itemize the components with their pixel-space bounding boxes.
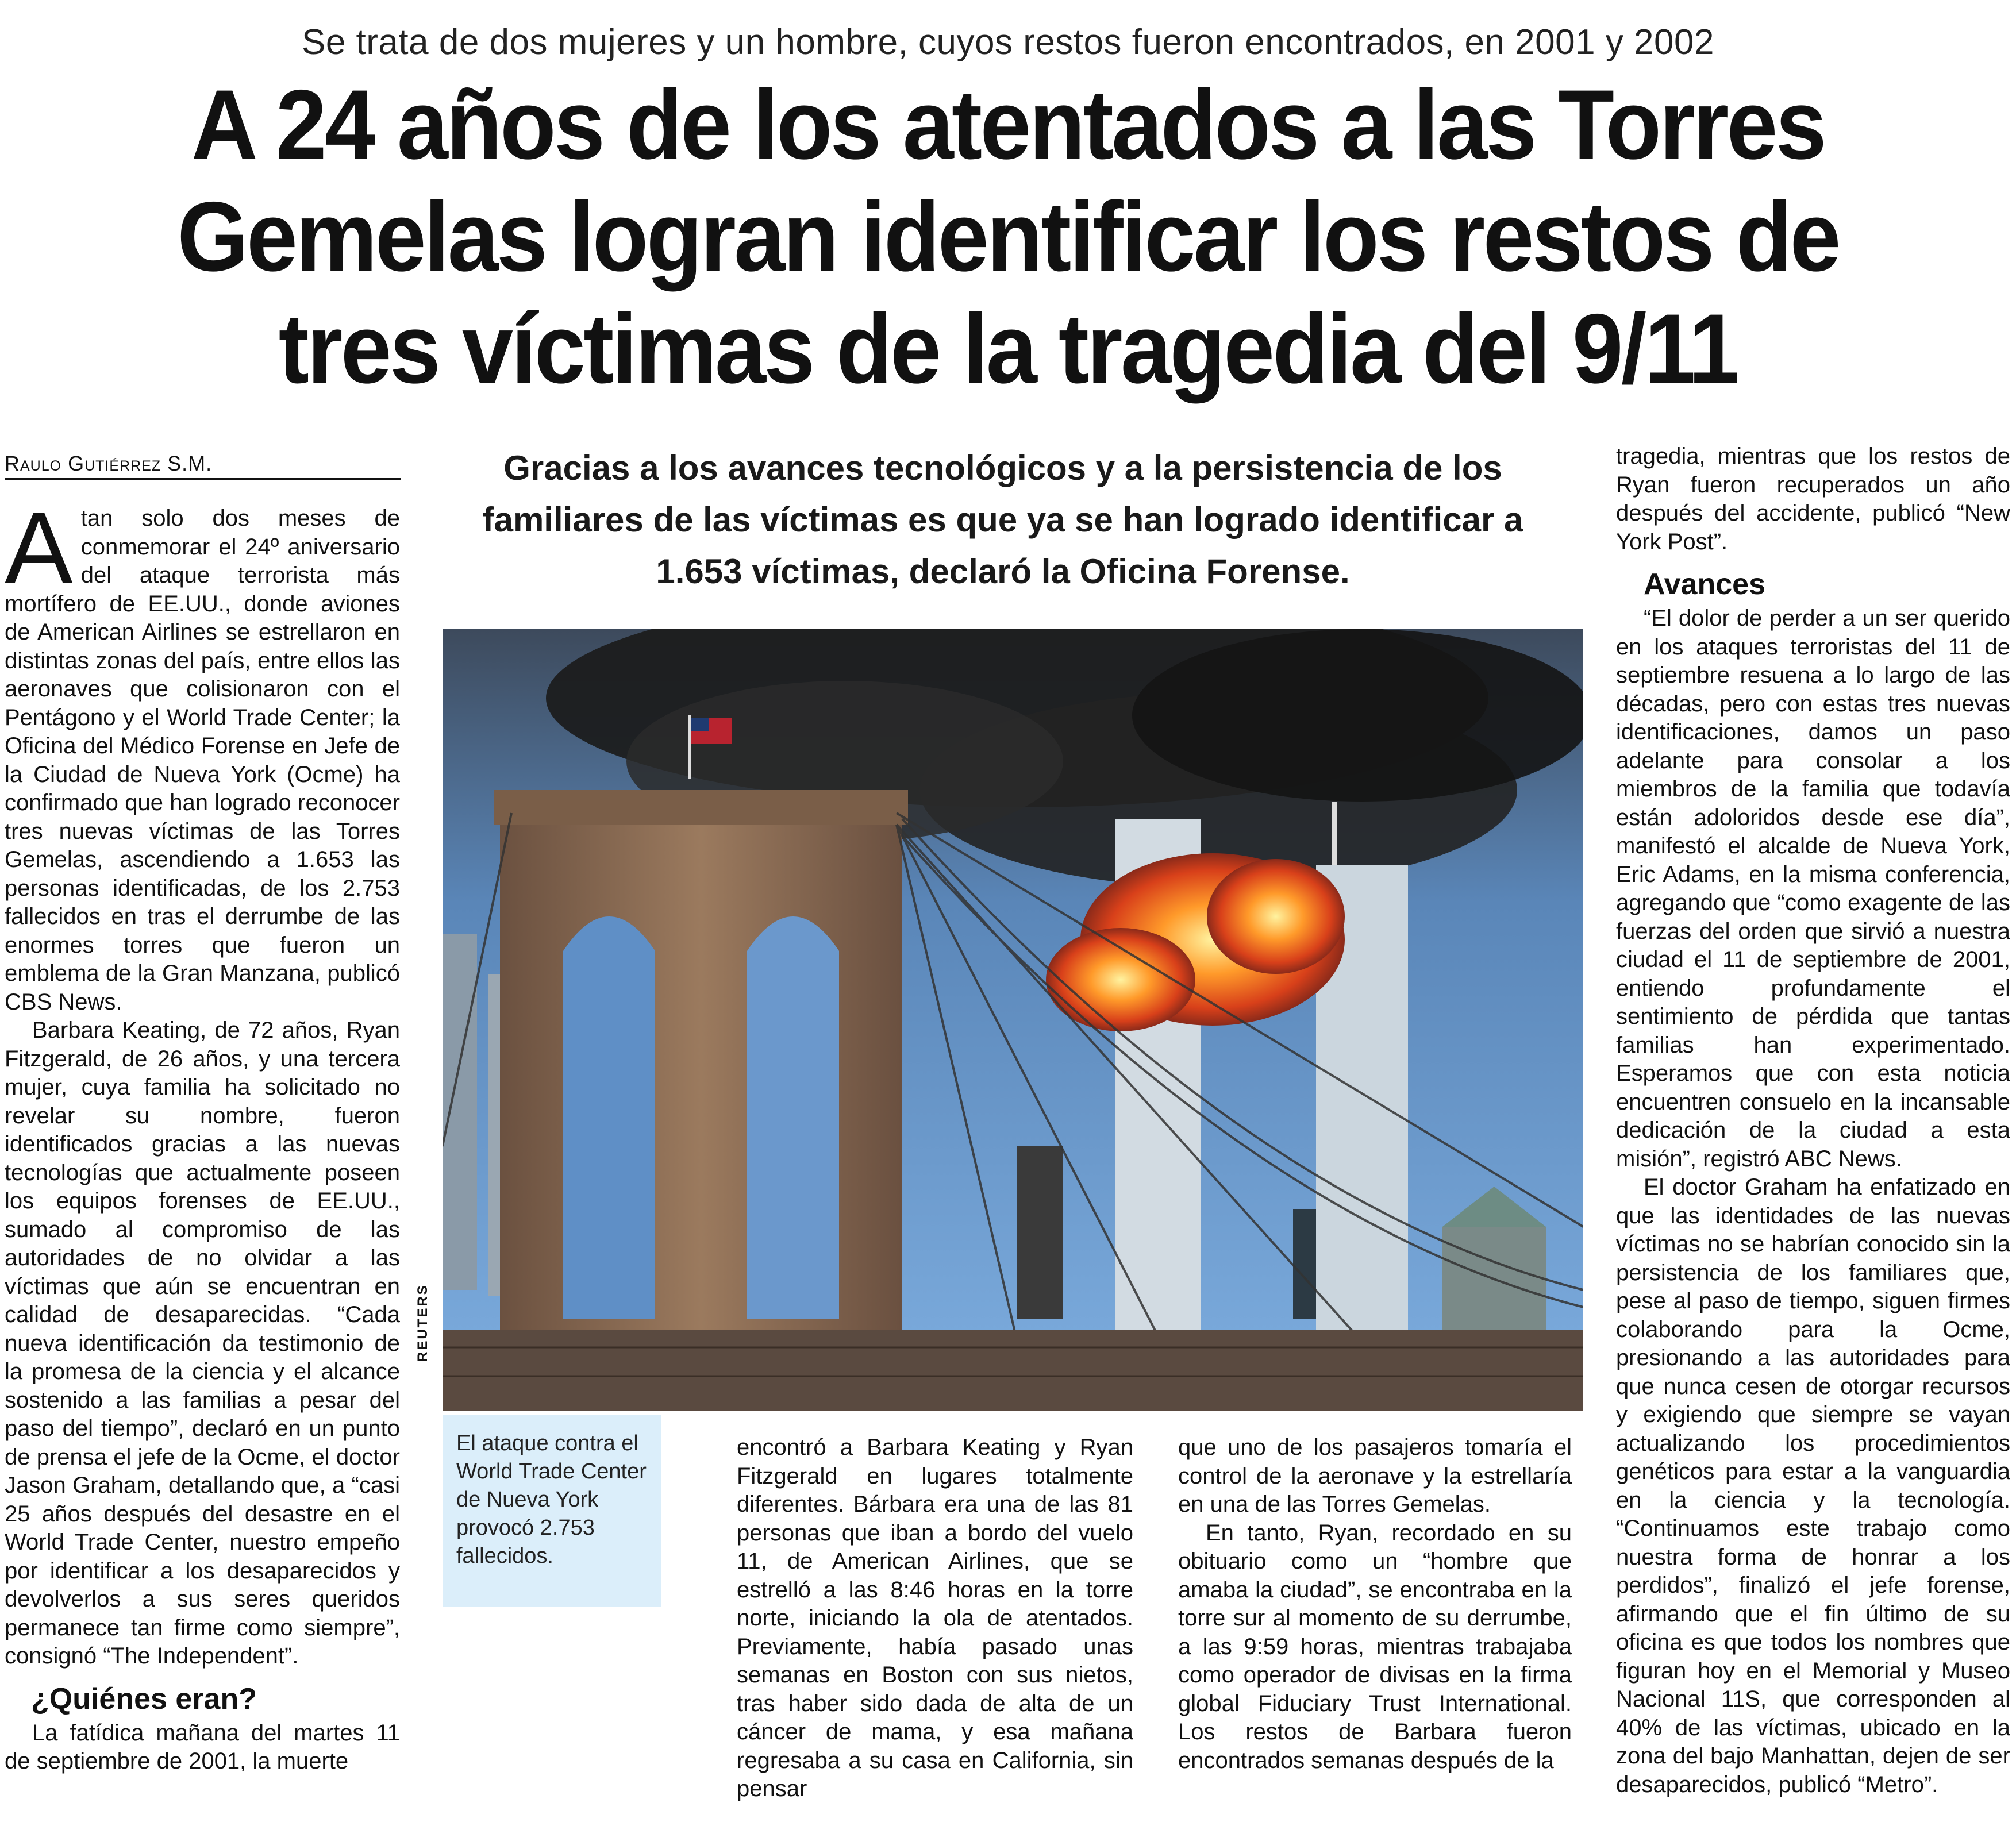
photo-wtc-brooklyn-bridge — [443, 629, 1583, 1411]
paragraph: Barbara Keating, de 72 años, Ryan Fitzgerald, de 26 años, y una tercera mujer, cuya familia ha solicitado no revelar su nombre, fueron identificados gracias a las nuevas tecnologías que actualmente poseen los equipos forenses de EE.UU., sumado al compromiso de las autoridades de no olvidar a las víctimas que aún se encuentran en calidad de desaparecidas. “Cada nueva identificación da testimonio de la promesa de la ciencia y el alcance sostenido a las familias a pesar del paso del tiempo”, declaró en un punto de prensa el jefe de la Ocme, el doctor Jason Graham, detallando que, a “casi 25 años después del desastre en el World Trade Center, nuestro empeño por identificar a los desaparecidos y devolverlos a sus seres queridos permanece tan firme como siempre”, consignó “The Independent”. — [5, 1018, 400, 1669]
drop-cap: A — [5, 491, 73, 605]
column-1 — [5, 491, 400, 1776]
kicker: Se trata de dos mujeres y un hombre, cuyos restos fueron encontrados, en 2001 y 2002 — [301, 22, 1714, 62]
paragraph: tragedia, mientras que los restos de Ryan fueron recuperados un año después del accidente, publicó “New York Post”. — [1616, 444, 2010, 554]
column-2 — [737, 1434, 1133, 1804]
paragraph: El doctor Graham ha enfatizado en que las identidades de las nuevas víctimas no se habrían conocido sin la persistencia de los familiares que, pese al paso de tiempo, siguen firmes colaborando para la Ocme, presionando a las autoridades para que nunca cesen de otorgar recursos y exigiendo que siempre se vayan actualizando los procedimientos genéticos para estar a la vanguardia en la ciencia y la tecnología. “Continuamos este trabajo como nuestra forma de honrar a los perdidos”, finalizó el jefe forense, afirmando que el fin último de su oficina es que todos los nombres que figuran hoy en el Memorial y Museo Nacional 11S, que corresponden al 40% de las víctimas, ubicado en la zona del bajo Manhattan, dejen de ser desaparecidos, publicó “Metro”. — [1616, 1174, 2010, 1797]
paragraph: encontró a Barbara Keating y Ryan Fitzgerald en lugares totalmente diferentes. Bárbara era una de las 81 personas que iban a bordo del vuelo 11, de American Airlines, que se estrelló a las 8:46 horas en la torre norte, iniciando la ola de atentados. Previamente, había pasado unas semanas en Boston con sus nietos, tras haber sido dada de alta de un cáncer de mama, y esa mañana regresaba a su casa en California, sin pensar — [737, 1435, 1133, 1801]
paragraph: “El dolor de perder a un ser querido en los ataques terroristas del 11 de septiembre resuena a lo largo de las décadas, pero con estas tres nuevas identificaciones, damos un paso adelante para consolar a los miembros de la familia que todavía están adoloridos desde ese día”, manifestó el alcalde de Nueva York, Eric Adams, en la misma conferencia, agregando que “como exagente de las fuerzas del orden que sirvió a nuestra ciudad el 11 de septiembre de 2001, entiendo profundamente el sentimiento de pérdida que tantas familias han experimentado. Esperamos que con esta noticia encuentren consuelo en la incansable dedicación de la ciudad a esta misión”, registró ABC News. — [1616, 606, 2010, 1172]
subhead-avances: Avances — [1644, 568, 1765, 601]
headline-line-2: Gemelas logran identificar los restos de — [177, 182, 1839, 292]
headline-line-3: tres víctimas de la tragedia del 9/11 — [278, 294, 1738, 404]
paragraph: En tanto, Ryan, recordado en su obituario como un “hombre que amaba la ciudad”, se encontraba en la torre sur al momento de su derrumbe, a las 9:59 horas, mientras trabajaba como operador de divisas en la firma global Fiduciary Trust International. Los restos de Barbara fueron encontrados semanas después de la — [1178, 1520, 1572, 1773]
photo-credit: REUTERS — [415, 1284, 430, 1362]
paragraph: La fatídica mañana del martes 11 de septiembre de 2001, la muerte — [5, 1720, 400, 1774]
deck: Gracias a los avances tecnológicos y a la persistencia de los familiares de las víctimas es que ya se han logrado identificar a 1.653 víctimas, declaró la Oficina Forense. — [482, 449, 1523, 591]
column-4 — [1616, 442, 2010, 1799]
byline — [5, 452, 401, 480]
byline-text: Raulo Gutiérrez S.M. — [5, 452, 213, 475]
lead-paragraph: Atan solo dos meses de conmemorar el 24º aniversario del ataque terrorista más mortífero de EE.UU., donde aviones de American Airlines se estrellaron en distintas zonas del país, entre ellos las aeronaves que colisionaron con el Pentágono y el World Trade Center; la Oficina del Médico Forense en Jefe de la Ciudad de Nueva York (Ocme) ha confirmado que han logrado reconocer tres nuevas víctimas de las Torres Gemelas, ascendiendo a 1.653 las personas identificadas, de los 2.753 fallecidos en tras el derrumbe de las enormes torres que fueron un emblema de la Gran Manzana, publicó CBS News. — [5, 491, 400, 1015]
headline-line-1: A 24 años de los atentados a las Torres — [191, 70, 1825, 180]
column-3 — [1178, 1434, 1572, 1775]
paragraph: que uno de los pasajeros tomaría el control de la aeronave y la estrellaría en una de las Torres Gemelas. — [1178, 1435, 1572, 1517]
photo-illustration — [443, 629, 1583, 1411]
subhead-quienes-eran: ¿Quiénes eran? — [31, 1682, 257, 1716]
photo-caption: El ataque contra el World Trade Center de Nueva York provocó 2.753 fallecidos. — [443, 1415, 661, 1607]
headline — [134, 69, 1881, 405]
